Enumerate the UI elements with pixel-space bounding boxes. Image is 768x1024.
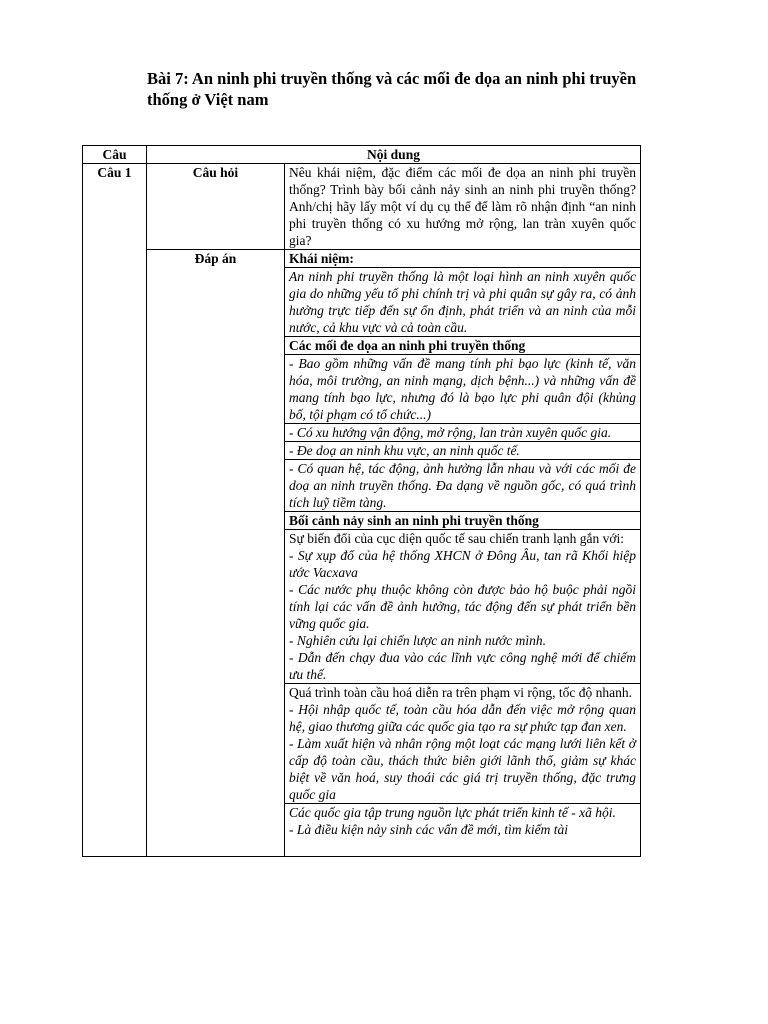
context-intro: Các quốc gia tập trung nguồn lực phát triển kinh tế - xã hội. [289,805,616,820]
context-item: - Hội nhập quốc tế, toàn cầu hóa dẫn đến việc mở rộng quan hệ, giao thương giữa các quốc gia tạo ra sự phức tạp đan xen. [289,702,636,734]
threat-item: - Đe doạ an ninh khu vực, an ninh quốc tế. [285,442,641,460]
question-text: Nêu khái niệm, đặc điểm các mối đe dọa an ninh phi truyền thống? Trình bày bối cảnh nảy sinh an ninh phi truyền thống? Anh/chị hãy lấy một ví dụ cụ thể để làm rõ nhận định “an ninh phi truyền thống có xu hướng mở rộng, lan tràn xuyên quốc gia? [285,164,641,250]
qa-table [82,145,641,857]
table-row [83,250,641,268]
header-content: Nội dung [147,146,641,164]
concept-heading: Khái niệm: [285,250,641,268]
context-item: - Nghiên cứu lại chiến lược an ninh nước mình. [289,633,546,648]
context-block-1 [285,530,641,684]
threat-item: - Có xu hướng vận động, mở rộng, lan tràn xuyên quốc gia. [285,424,641,442]
page-title: Bài 7: An ninh phi truyền thống và các mối đe dọa an ninh phi truyền thống ở Việt nam [147,69,637,109]
context-item: - Là điều kiện nảy sinh các vấn đề mới, tìm kiếm tài [289,822,569,837]
context-item: - Sự xụp đổ của hệ thống XHCN ở Đông Âu, tan rã Khối hiệp ước Vacxava [289,548,636,580]
table-row [83,164,641,250]
threats-heading: Các mối đe dọa an ninh phi truyền thống [285,337,641,355]
context-heading: Bối cảnh nảy sinh an ninh phi truyền thống [285,512,641,530]
context-item: - Dẫn đến chạy đua vào các lĩnh vực công nghệ mới để chiếm ưu thế. [289,650,636,682]
context-intro: Sự biến đổi của cục diện quốc tế sau chiến tranh lạnh gắn với: [289,531,624,546]
context-block-2 [285,684,641,804]
answer-label: Đáp án [147,250,285,857]
question-label: Câu hỏi [147,164,285,250]
context-block-3 [285,804,641,857]
threat-item: - Bao gồm những vấn đề mang tính phi bạo lực (kinh tế, văn hóa, môi trường, an ninh mạng, dịch bệnh...) và những vấn đề mang tính bạo lực, nhưng đó là bạo lực phi quân đội (khủng bố, tội phạm có tổ chức...) [285,355,641,424]
table-header-row [83,146,641,164]
question-number: Câu 1 [83,164,147,857]
threat-item: - Có quan hệ, tác động, ảnh hưởng lẫn nhau và với các mối đe doạ an ninh truyền thống. Đa dạng về nguồn gốc, có quá trình tích luỹ tiềm tàng. [285,460,641,512]
context-item: - Các nước phụ thuộc không còn được bảo hộ buộc phải ngồi tính lại các vấn đề ảnh hưởng, tác động đến sự phát triển bền vững quốc gia. [289,582,636,631]
context-intro: Quá trình toàn cầu hoá diễn ra trên phạm vi rộng, tốc độ nhanh. [289,685,633,700]
header-question: Câu [83,146,147,164]
context-item: - Làm xuất hiện và nhân rộng một loạt các mạng lưới liên kết ở cấp độ toàn cầu, thách thức biên giới lãnh thổ, giảm sự khác biệt về văn hoá, suy thoái các giá trị truyền thống, đặc trưng quốc gia [289,736,636,802]
concept-text: An ninh phi truyền thống là một loại hình an ninh xuyên quốc gia do những yếu tố phi chính trị và phi quân sự gây ra, có ảnh hưởng trực tiếp đến sự ổn định, phát triển và an ninh của mỗi nước, cả khu vực và cả toàn cầu. [285,268,641,337]
